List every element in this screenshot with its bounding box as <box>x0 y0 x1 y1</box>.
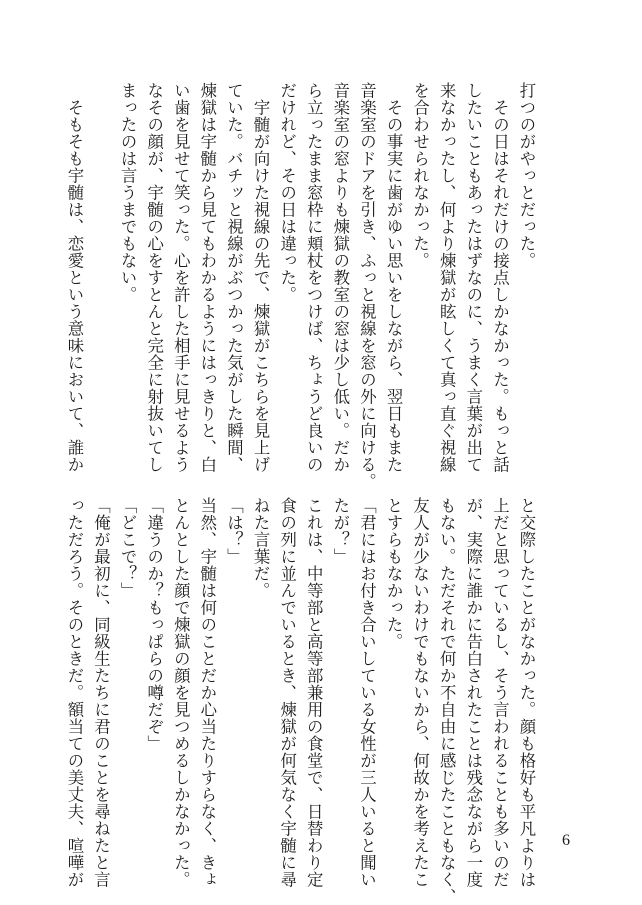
text-line: とすらもなかった。 <box>384 497 404 650</box>
text-line: これは、中等部と高等部兼用の食堂で、日替わり定 <box>304 497 324 888</box>
text-line: い歯を見せて笑った。心を許した相手に見せるよう <box>171 82 191 473</box>
text-line: もない。ただそれで何か不自由に感じたこともなく、 <box>437 497 457 905</box>
text-line: ら立ったまま窓枠に頬杖をつけば、ちょうど良いの <box>304 82 324 473</box>
text-line: ねた言葉だ。 <box>251 497 271 599</box>
text-line: 食の列に並んでいるとき、煉獄が何気なく宇髄に尋 <box>277 497 297 888</box>
text-line: 「君にはお付き合いしている女性が三人いると聞い <box>357 497 377 888</box>
text-line: が、実際に誰かに告白されたことは残念ながら一度 <box>463 497 483 888</box>
upper-text-block <box>60 82 539 490</box>
text-line: 当然、宇髄は何のことだか心当たりすらなく、きょ <box>197 497 217 888</box>
text-line: と交際したことがなかった。顔も格好も平凡よりは <box>517 497 536 888</box>
text-line: 打つのがやっとだった。 <box>517 82 536 269</box>
text-line: ていた。バチッと視線がぶつかった気がした瞬間、 <box>224 82 244 473</box>
lower-text-block <box>60 497 539 905</box>
page-number: 6 <box>562 832 570 849</box>
text-line: その日はそれだけの接点しかなかった。もっと話 <box>490 82 510 473</box>
text-line: なその顔が、宇髄の心をすとんと完全に射抜いてし <box>144 82 164 473</box>
text-line: っただろう。そのときだ。額当ての美丈夫、喧嘩が <box>64 497 84 888</box>
text-line: たが？」 <box>330 497 350 565</box>
text-line: 「違うのか？もっぱらの噂だぞ」 <box>144 497 164 752</box>
text-line: 音楽室の窓よりも煉獄の教室の窓は少し低い。だか <box>330 82 350 473</box>
text-line: だけれど、その日は違った。 <box>277 82 297 303</box>
text-line: 煉獄は宇髄から見てもわかるようにはっきりと、白 <box>197 82 217 473</box>
text-line: 「どこで？」 <box>118 497 138 599</box>
text-line: 「は？」 <box>224 497 244 565</box>
text-line: 上だと思っているし、そう言われることも多いのだ <box>490 497 510 888</box>
text-line: そもそも宇髄は、恋愛という意味において、誰か <box>64 82 84 473</box>
text-line: 「俺が最初に、同級生たちに君のことを尋ねたと言 <box>91 497 111 888</box>
blank-line <box>87 82 114 462</box>
text-line: を合わせられなかった。 <box>410 82 430 269</box>
text-line: 宇髄が向けた視線の先で、煉獄がこちらを見上げ <box>251 82 271 473</box>
text-line: まったのは言うまでもない。 <box>118 82 138 303</box>
text-line: したいこともあったはずなのに、うまく言葉が出て <box>463 82 483 473</box>
text-line: 来なかったし、何より煉獄が眩しくて真っ直ぐ視線 <box>437 82 457 473</box>
text-line: 音楽室のドアを引き、ふっと視線を窓の外に向ける。 <box>357 82 377 490</box>
text-line: とんとした顔で煉獄の顔を見つめるしかなかった。 <box>171 497 191 888</box>
text-line: その事実に歯がゆい思いをしながら、翌日もまた <box>384 82 404 473</box>
text-line: 友人が少ないわけでもないから、何故かを考えたこ <box>410 497 430 888</box>
